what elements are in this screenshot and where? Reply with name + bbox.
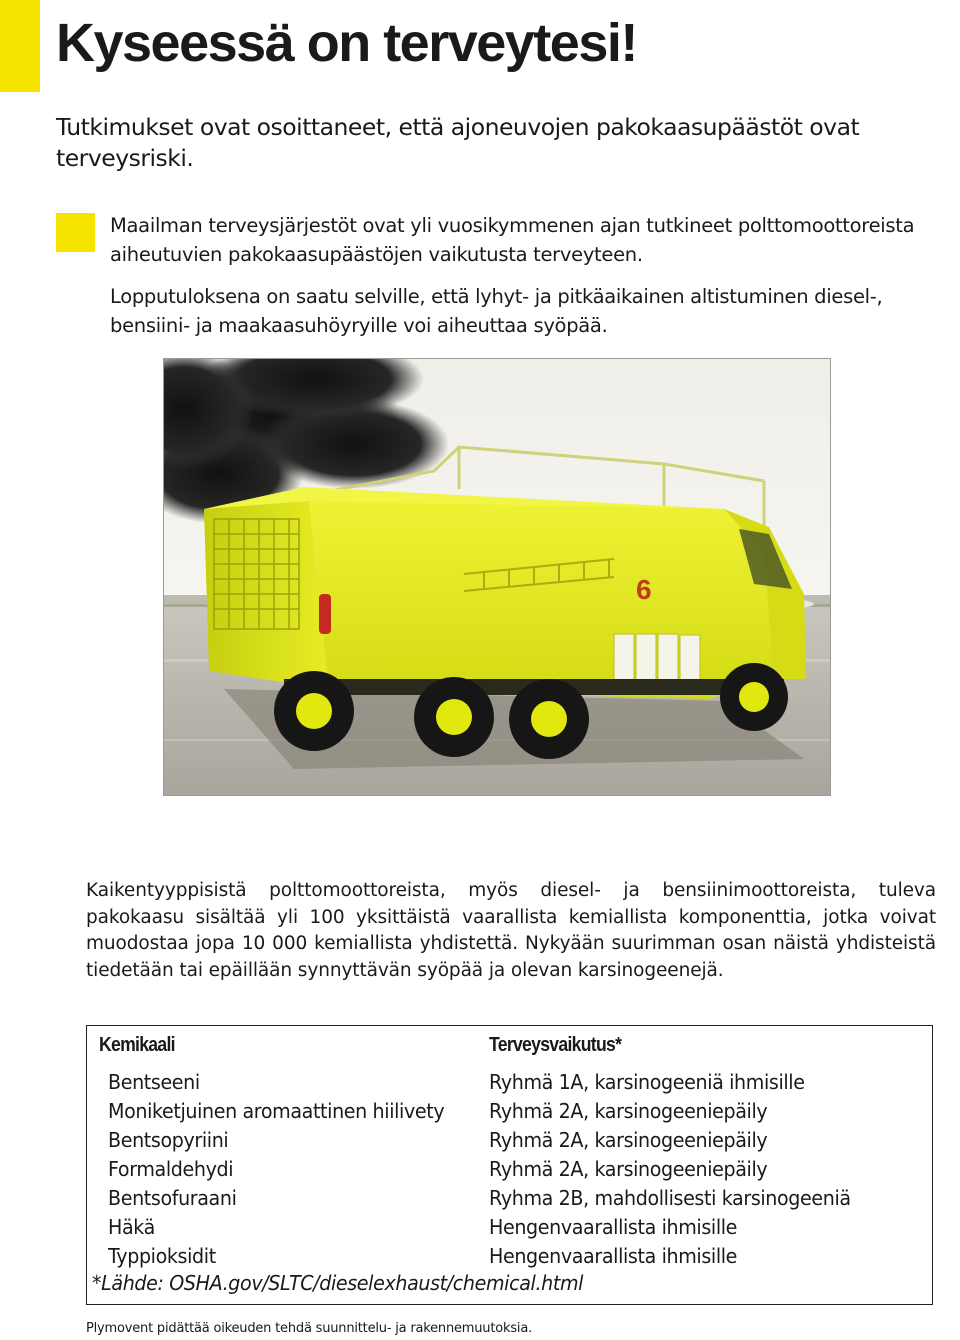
health-effect: Ryhmä 1A, karsinogeeniä ihmisille	[489, 1070, 805, 1094]
body-paragraph: Kaikentyyppisistä polttomoottoreista, myös diesel- ja bensiinimoottoreista, tuleva pakokaasu sisältää yli 100 yksittäistä vaarallista kemiallista komponenttia, jotka voivat muodostaa jopa 10 000 kemiallista yhdistettä. Nykyään suurimman osan näistä yhdisteistä tiedetään tai epäillään synnyttävän syöpää ja olevan karsinogeenejä.	[86, 880, 936, 981]
chemical-name: Moniketjuinen aromaattinen hiilivety	[108, 1099, 445, 1123]
fire-truck-photo	[163, 358, 831, 796]
health-effect: Ryhmä 2A, karsinogeeniepäily	[489, 1157, 768, 1181]
chemical-name: Typpioksidit	[108, 1244, 216, 1268]
health-effect: Hengenvaarallista ihmisille	[489, 1244, 738, 1268]
table-rows	[87, 1068, 932, 1271]
table-row	[87, 1126, 932, 1155]
chemical-name: Häkä	[108, 1215, 155, 1239]
health-effect: Ryhmä 2A, karsinogeeniepäily	[489, 1099, 768, 1123]
truck-body	[309, 501, 774, 699]
chemical-table	[86, 1025, 933, 1305]
health-effect: Hengenvaarallista ihmisille	[489, 1215, 738, 1239]
health-effect: Ryhma 2B, mahdollisesti karsinogeeniä	[489, 1186, 851, 1210]
chemical-name: Bentsofuraani	[108, 1186, 237, 1210]
column-header-effect: Terveysvaikutus*	[489, 1034, 622, 1056]
vehicle-number: 6	[636, 574, 652, 605]
chemical-name: Bentseeni	[108, 1070, 200, 1094]
table-row	[87, 1242, 932, 1271]
chemical-name: Formaldehydi	[108, 1157, 234, 1181]
column-header-chemical: Kemikaali	[99, 1034, 175, 1056]
intro-paragraph-1: Maailman terveysjärjestöt ovat yli vuosikymmenen ajan tutkineet polttomoottoreista aiheutuvien pakokaasupäästöjen vaikutusta terveyteen.	[110, 214, 915, 266]
lead-paragraph: Tutkimukset ovat osoittaneet, että ajoneuvojen pakokaasupäästöt ovat terveysriski.	[56, 113, 860, 172]
bullet-square	[56, 213, 95, 252]
table-row	[87, 1068, 932, 1097]
table-row	[87, 1155, 932, 1184]
accent-bar	[0, 0, 40, 92]
chemical-name: Bentsopyriini	[108, 1128, 229, 1152]
source-citation: *Lähde: OSHA.gov/SLTC/dieselexhaust/chemical.html	[92, 1271, 584, 1295]
truck-rear	[204, 501, 329, 689]
table-row	[87, 1213, 932, 1242]
health-effect: Ryhmä 2A, karsinogeeniepäily	[489, 1128, 768, 1152]
footer-note: Plymovent pidättää oikeuden tehdä suunnittelu- ja rakennemuutoksia.	[86, 1321, 533, 1336]
intro-paragraph-2: Lopputuloksena on saatu selville, että lyhyt- ja pitkäaikainen altistuminen diesel-, bensiini- ja maakaasuhöyryille voi aiheuttaa syöpää.	[110, 285, 883, 337]
page-title: Kyseessä on terveytesi!	[56, 13, 637, 73]
table-row	[87, 1097, 932, 1126]
table-row	[87, 1184, 932, 1213]
fire-extinguisher	[319, 594, 331, 634]
